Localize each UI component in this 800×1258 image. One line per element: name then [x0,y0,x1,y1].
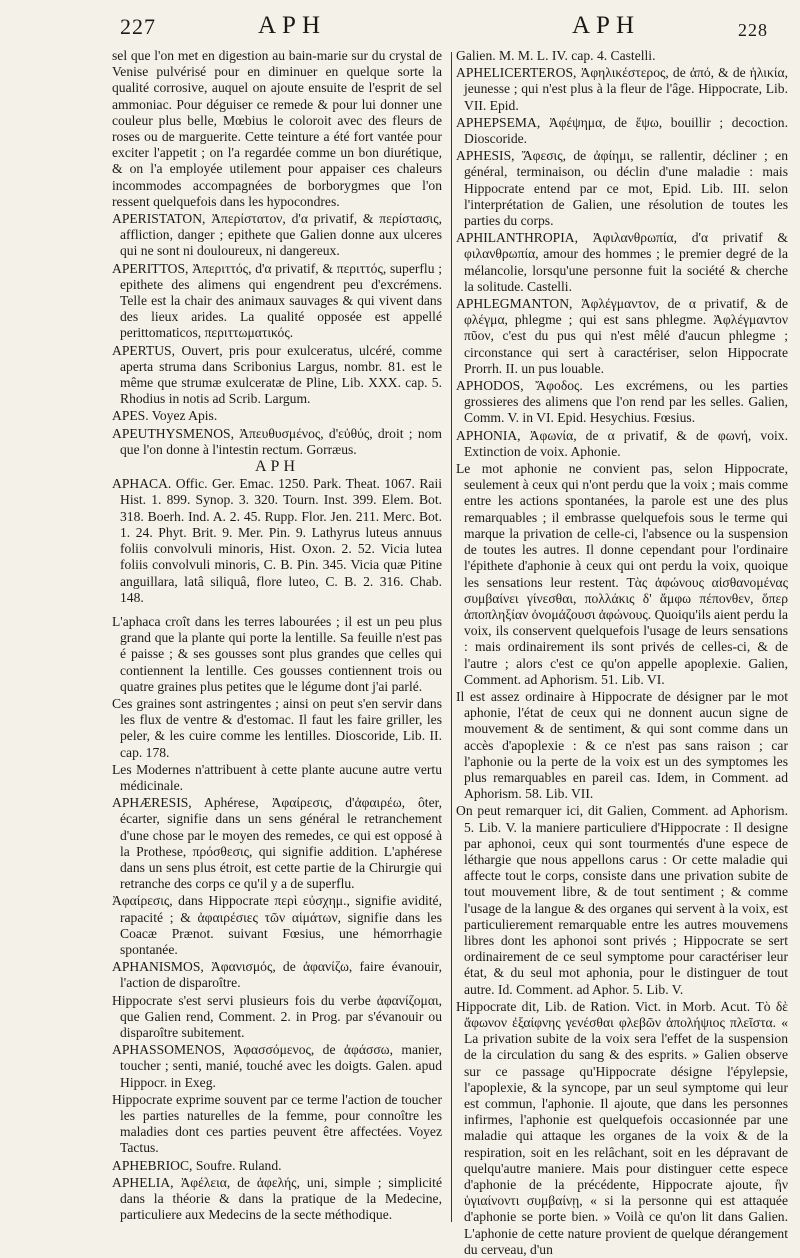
entry-aphelia: APHELIA, Ἀφέλεια, de ἀφελής, uni, simple ; simplicité dans la théorie & dans la pratique de la Medecine, particuliere aux Medecins de la secte méthodique. [112,1174,442,1223]
entry-aphebrioc: APHEBRIOC, Soufre. Ruland. [112,1157,282,1173]
paragraph: Les Modernes n'attribuent à cette plante aucune autre vertu médicinale. [112,761,442,793]
entry-aphonia: APHONIA, Ἀφωνία, de α privatif, & de φωνή, voix. Extinction de voix. Aphonie. [456,427,788,459]
entry-aphaeresis: APHÆRESIS, Aphérese, Ἀφαίρεσις, d'ἀφαιρέω, ôter, écarter, signifie dans un sens général le retranchement d'une chose par le moyen des remedes, ce qui est opposé à la Prothese, πρόσθεσις, qui signifie addition. L'aphérese dans un sens plus étroit, est cette partie de la Chirurgie qui retranche des corps ce qu'il y a de superflu. [112,795,442,892]
left-page-number: 227 [120,14,156,39]
right-running-head: APH [572,12,641,39]
paragraph: Ces graines sont astringentes ; ainsi on peut s'en servir dans les flux de ventre & d'estomac. Il faut les faire griller, les peler, & les cuire comme les lentilles. Dioscoride, Lib. II. cap. 178. [112,695,442,760]
paragraph: sel que l'on met en digestion au bain-marie sur du crystal de Venise pulvérisé pour en diminuer en quelque sorte la qualité corrosive, auquel on ajoute ensuite de l'esprit de sel ammoniac. Pour déguiser ce remede & pour lui donner une couleur plus belle, Mœbius le coloroit avec des fleurs de roses ou de marguerite. Cette teinture a été fort vantée pour exciter l'appetit ; on l'a regardée comme un bon diurétique, & on l'a employée utilement pour appaiser ces chaleurs incommodes accompagnées de borborygmes que l'on ressent quelquefois dans les hypocondres. [112,48,442,209]
paragraph: Hippocrate exprime souvent par ce terme l'action de toucher les parties naturelles de la femme, pour connoître les maladies dont ces parties peuvent être affectées. Voyez Tactus. [112,1091,442,1156]
entry-apes: APES. Voyez Apis. [112,408,218,424]
entry-aphodos: APHODOS, Ἄφοδος. Les excrémens, ou les parties grossieres des alimens que l'on rend par les selles. Galien, Comm. V. in VI. Epid. Hesychius. Fœsius. [456,378,788,426]
paragraph: Galien. M. M. L. IV. cap. 4. Castelli. [456,48,656,63]
entry-aphesis: APHESIS, Ἄφεσις, de ἀφίημι, se rallentir, décliner ; en général, terminaison, ou déclin d'une maladie : mais Hippocrate entend par ce mot, Epid. Lib. III. selon l'interprétation de Galien, une résolution de toutes les parties du corps. [456,148,788,229]
paragraph: Il est assez ordinaire à Hippocrate de désigner par le mot aphonie, l'état de ceux qui ne donnent aucun signe de mouvement & de sentiment, & qui sont comme dans un accès d'apoplexie : & ce n'est pas sans raison ; car l'aphonie ou la perte de la voix est un des symptomes les plus remarquables en pareil cas. Idem, in Comment. ad Aphorism. 58. Lib. VII. [456,688,788,802]
paragraph: Ἀφαίρεσις, dans Hippocrate περὶ εὐσχημ., signifie avidité, rapacité ; & ἀφαιρέσιες τῶν αἱμάτων, signifie dans les Coacæ Prænot. suivant Fœsius, une hémorrhagie spontanée. [112,893,442,957]
entry-apeuthysmenos: APEUTHYSMENOS, Ἀπευθυσμένος, d'εὐθύς, droit ; nom que l'on donne à l'intestin rectum. Gorræus. [112,425,442,457]
right-page-number: 228 [738,20,768,40]
column-divider [451,52,452,1222]
entry-aperistaton: APERISTATON, Ἀπερίστατον, d'α privatif, & περίστασις, affliction, danger ; epithete que Galien donne aux ulceres qui ne sont ni douloureux, ni dangereux. [112,211,442,259]
entry-aphlegmanton: APHLEGMANTON, Ἀφλέγμαντον, de α privatif, & de φλέγμα, phlegme ; qui est sans phlegme. Ἀφλέγμαντον πῦον, c'est du pus qui n'est mêlé d'aucun phlegme ; circonstance qui sert à caractériser, selon Hippocrate Prorrh. II. un pus louable. [456,296,788,376]
right-column [456,48,789,1257]
running-header [0,12,800,46]
entry-aphanismos: APHANISMOS, Ἀφανισμός, de ἀφανίζω, faire évanouir, l'action de disparoître. [112,959,442,991]
entry-aphaca: APHACA. Offic. Ger. Emac. 1250. Park. Theat. 1067. Raii Hist. 1. 899. Synop. 3. 320. Tourn. Inst. 399. Elem. Bot. 318. Boerh. Ind. A. 2. 45. Rupp. Flor. Jen. 211. Merc. Bot. 1. 24. Phyt. Brit. 9. Mer. Pin. 9. Lathyrus luteus annuus foliis convolvuli minoris, Hist. Oxon. 2. 52. Vicia lutea foliis convolvuli minoris, C. B. Pin. 345. Vicia quæ Pitine anguillara, latâ siliquâ, flore luteo, C. B. 2. 316. Chab. 148. [112,476,442,605]
left-running-head: APH [258,12,327,39]
paragraph: Hippocrate s'est servi plusieurs fois du verbe ἀφανίζομαι, que Galien rend, Comment. 2. in Prog. par s'évanouir ou disparoître subitement. [112,992,442,1040]
entry-aphelicerteros: APHELICERTEROS, Ἀφηλικέστερος, de ἀπό, & de ἡλικία, jeunesse ; qui n'est plus à la fleur de l'âge. Hippocrate, Lib. VII. Epid. [456,65,788,113]
entry-aperittos: APERITTOS, Ἀπεριττός, d'α privatif, & περιττός, superflu ; epithete des alimens qui engendrent peu d'excrémens. Telle est la chair des animaux sauvages & qui vivent dans des lieux arides. La qualité opposée est appellé perittomaticos, περιττωματικός. [112,260,442,341]
paragraph: Hippocrate dit, Lib. de Ration. Vict. in Morb. Acut. Τὸ δὲ ἄφωνον ἐξαίφνης γενέσθαι φλεβῶν ἀπολήψιος πλεῖστα. « La privation subite de la voix sera l'effet de la suspension de la circulation du sang & des esprits. » Galien observe sur ce passage qu'Hippocrate désigne l'épylepsie, l'apoplexie, & la syncope, par un seul symptome qui leur est commun, l'aphonie. Il ajoute, que dans les personnes infirmes, l'aphonie est quelquefois occasionnée par une maladie qui attaque les organes de la voix & de la respiration, soit en les relâchant, soit en les dépravant de quelqu'autre maniere. Mais pour distinguer cette espece d'aphonie de la précédente, Hippocrate ajoute, ἢν ὑγιαίνοντι συμβαίνῃ, « si la personne qui est attaquée d'aphonie se porte bien. » Voilà ce qu'on lit dans Galien. L'aphonie de cette nature provient de quelque dérangement du cerveau, d'un [456,998,788,1257]
paragraph: Le mot aphonie ne convient pas, selon Hippocrate, seulement à ceux qui n'ont perdu que la voix ; mais comme entre les actions spontanées, la parole est une des plus remarquables ; il embrasse quelquefois sous le terme qui marque la privation de celle-ci, l'absence ou la suspension de toutes les autres. Il donne cependant pour l'ordinaire l'épithete d'aphonie à ceux qui ont perdu la voix, quoique les sensations leur restent. Τὰς ἀφώνους αἰσθανομένας συμβαίνει γίνεσθαι, πολλάκις δ' ἄμφω πέπονθεν, ὅπερ ἀποπληξίαν ὀνομάζουσι ἀφώνους. Quoiqu'ils aient perdu la voix, ils conservent quelquefois l'usage de leurs sensations : mais ordinairement ils sont privés de celles-ci, & de l'autre ; alors c'est ce qu'on appelle apoplexie. Galien, Comment. ad Aphorism. 51. Lib. VI. [456,461,789,687]
spacer [112,607,442,614]
entry-apertus: APERTUS, Ouvert, pris pour exulceratus, ulcéré, comme aperta struma dans Scribonius Largus, nombr. 81. est le même que strumæ exulceratæ de Pline, Lib. XXX. cap. 5. Rhodius in notis ad Scrib. Largum. [112,342,442,407]
entry-aphepsema: APHEPSEMA, Ἀφέψημα, de ἕψω, bouillir ; decoction. Dioscoride. [456,114,788,147]
paragraph: On peut remarquer ici, dit Galien, Comment. ad Aphorism. 5. Lib. V. la maniere particuliere d'Hippocrate : Il designe par aphonoi, ceux qui sont tourmentés d'une espece de léthargie que nous appellons carus : Or cette maladie qui affecte tout le corps, consiste dans une privation subite de tout mouvement libre, & de tout sentiment ; & comme l'usage de la langue & des organes qui servent à la voix, est particulierement remarquable entre les autres mouvemens libres dont les aphonoi sont privés ; Hippocrate se sert ordinairement de ce seul symptome pour caractériser leur état, & du seul mot aphonia, pour le distinguer de tout autre. Id. Comment. ad Aphor. 5. Lib. V. [456,803,788,997]
left-column [112,48,442,1226]
section-heading: APH [254,458,299,476]
entry-aphassomenos: APHASSOMENOS, Ἀφασσόμενος, de ἀφάσσω, manier, toucher ; senti, manié, touché avec les doigts. Galen. apud Hippocr. in Exeg. [112,1042,442,1090]
paragraph: L'aphaca croît dans les terres labourées ; il est un peu plus grand que la plante qui porte la lentille. Sa feuille n'est pas é paisse ; & ses gousses sont plus grandes que celles qui contiennent la lentille. Ces gousses contiennent trois ou quatre graines plus petites que le légume dont j'ai parlé. [112,613,442,694]
entry-aphilanthropia: APHILANTHROPIA, Ἀφιλανθρωπία, d'α privatif & φιλανθρωπία, amour des hommes ; le premier degré de la mélancolie, lorsqu'une personne fuit la société & cherche la solitude. Castelli. [456,230,788,294]
